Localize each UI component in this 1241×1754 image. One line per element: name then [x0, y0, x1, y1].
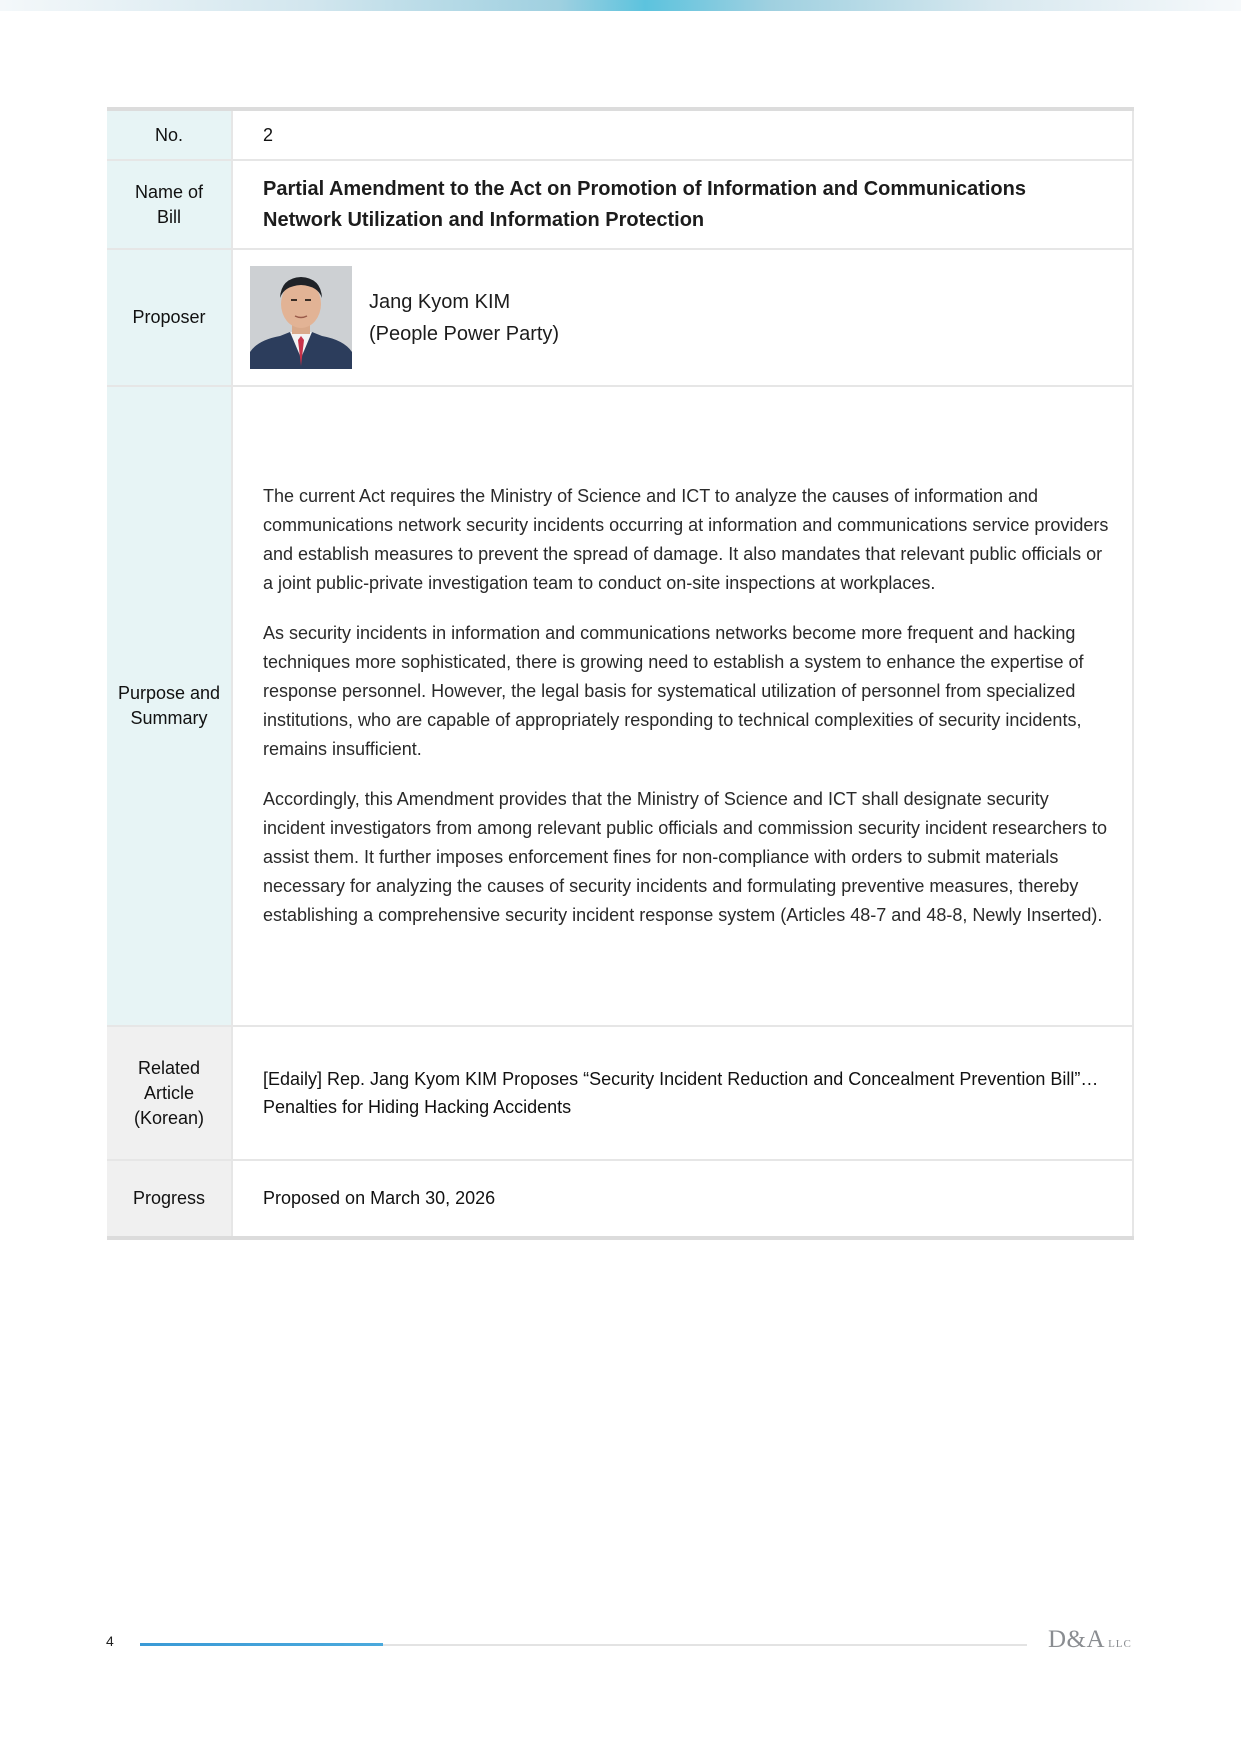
progress-value: Proposed on March 30, 2026 — [232, 1160, 1133, 1238]
purpose-label — [107, 386, 232, 1026]
purpose-paragraph-1: The current Act requires the Ministry of Science and ICT to analyze the causes of information and communications network security incidents occurring at information and communications service providers and establish measures to prevent the spread of damage. It also mandates that relevant public officials or a joint public-private investigation team to conduct on-site inspections at workplaces. — [263, 486, 1109, 593]
article-label — [107, 1026, 232, 1160]
article-cell — [232, 1026, 1133, 1160]
top-decorative-band — [0, 0, 1241, 11]
proposer-portrait-image — [250, 266, 352, 369]
no-value: 2 — [232, 109, 1133, 160]
proposer-party: (People Power Party) — [369, 322, 560, 345]
purpose-paragraph-2: As security incidents in information and communications networks become more frequent and hacking techniques more sophisticated, there is growing need to establish a system to enhance the expertise of response personnel. However, the legal basis for systematical utilization of personnel from specialized institutions, who are capable of appropriately responding to technical complexities of security incidents, remains insufficient. — [263, 623, 1084, 759]
related-article-link[interactable]: [Edaily] Rep. Jang Kyom KIM Proposes “Security Incident Reduction and Concealment Prevention Bill”…Penalties for Hiding Hacking Accidents — [263, 1069, 1099, 1117]
row-progress — [107, 1160, 1133, 1238]
row-proposer — [107, 249, 1133, 386]
row-number — [107, 109, 1133, 160]
bill-info-table — [107, 107, 1134, 1240]
row-purpose-summary — [107, 386, 1133, 1026]
no-label: No. — [107, 109, 232, 160]
bill-name-cell — [232, 160, 1133, 249]
article-label-text: Related Article (Korean) — [133, 1057, 205, 1128]
bill-name-label-text: Name of Bill — [134, 181, 204, 227]
purpose-cell — [232, 386, 1133, 1026]
row-related-article — [107, 1026, 1133, 1160]
proposer-name: Jang Kyom KIM — [369, 290, 511, 313]
row-bill-name — [107, 160, 1133, 249]
logo-suffix: LLC — [1108, 1638, 1132, 1650]
footer-progress-bar — [140, 1643, 383, 1646]
purpose-label-text: Purpose and Summary — [117, 683, 221, 728]
bill-name-value: Partial Amendment to the Act on Promotion of Information and Communications Network Utilization and Information Protection — [263, 177, 1026, 231]
page-number: 4 — [106, 1633, 114, 1649]
proposer-block — [250, 266, 1110, 369]
purpose-paragraph-3: Accordingly, this Amendment provides that the Ministry of Science and ICT shall designate security incident investigators from among relevant public officials and commission security incident researchers to assist them. It further imposes enforcement fines for non-compliance with orders to submit materials necessary for analyzing the causes of security incidents and formulating preventive measures, thereby establishing a comprehensive security incident response system (Articles 48-7 and 48-8, Newly Inserted). — [263, 789, 1108, 925]
logo-text: D&A — [1048, 1626, 1106, 1653]
progress-label: Progress — [107, 1160, 232, 1238]
proposer-photo — [250, 266, 352, 369]
proposer-label: Proposer — [107, 249, 232, 386]
bill-name-label — [107, 160, 232, 249]
proposer-cell — [232, 249, 1133, 386]
proposer-text — [369, 286, 559, 350]
company-logo — [1048, 1626, 1132, 1654]
